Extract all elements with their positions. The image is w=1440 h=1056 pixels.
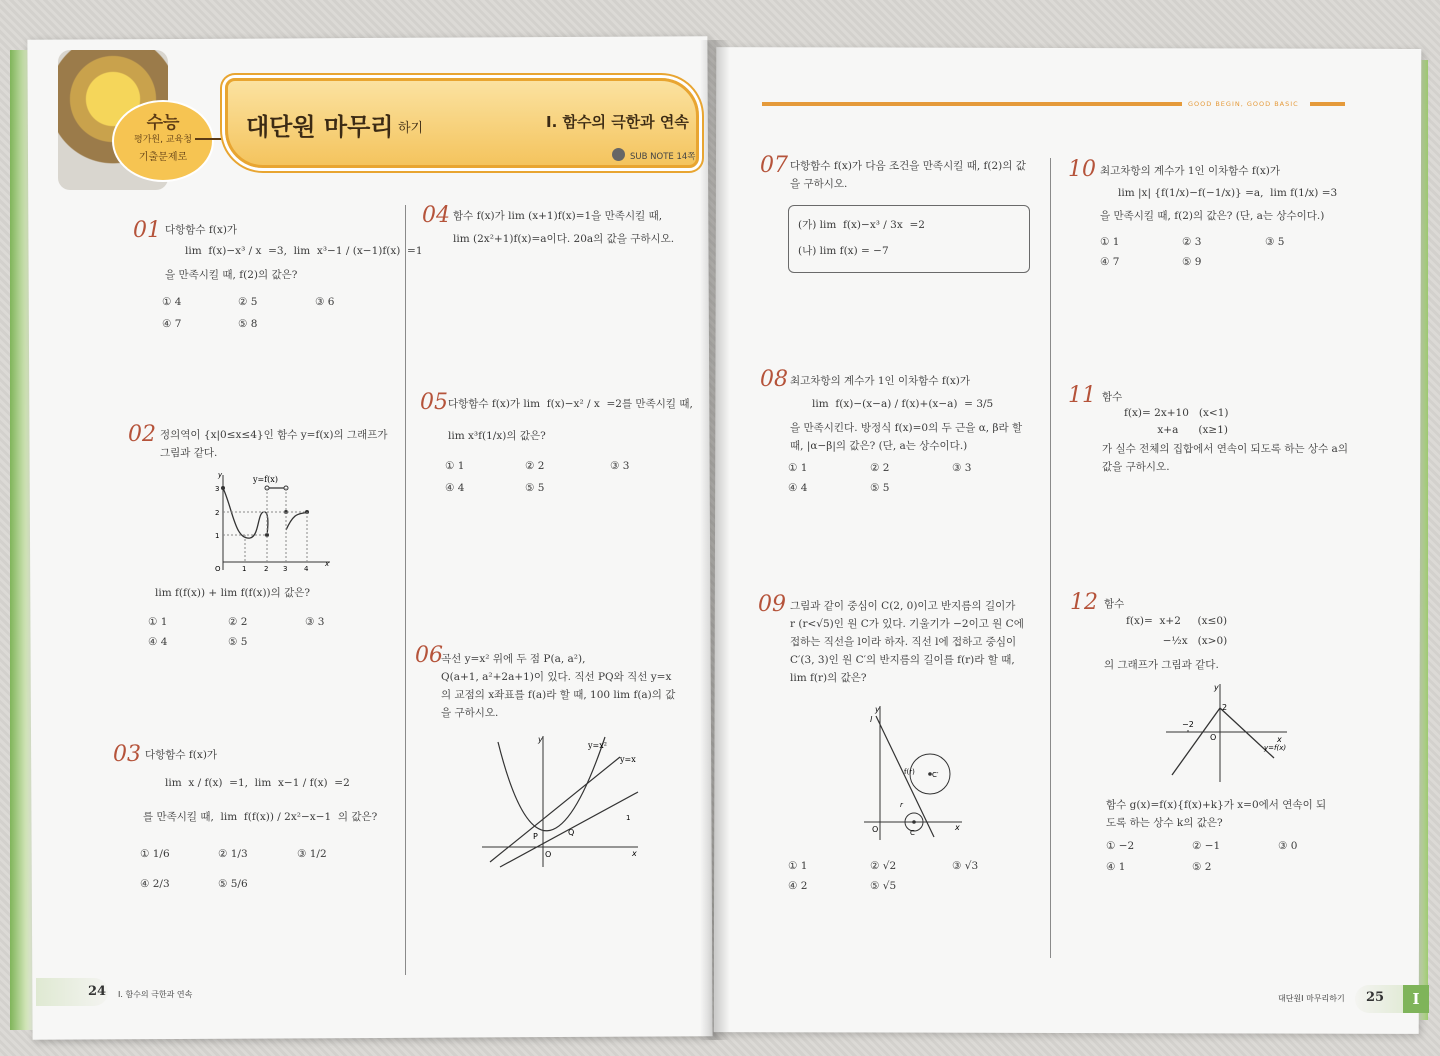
q01-option5: ⑤ 8 xyxy=(238,318,258,330)
q07-number: 07 xyxy=(760,153,788,178)
q10-line1: 최고차항의 계수가 1인 이차함수 f(x)가 xyxy=(1100,165,1281,177)
q09-line5: lim f(r)의 값은? xyxy=(790,672,867,684)
q02-ytick3: 3 xyxy=(215,485,220,493)
q08-option3: ③ 3 xyxy=(952,462,972,474)
q06-curve-label: y=x² xyxy=(588,741,607,750)
q01-option2: ② 5 xyxy=(238,296,258,308)
q12-option5: ⑤ 2 xyxy=(1192,861,1212,873)
q10-line2: lim |x| {f(1/x)−f(−1/x)} =a, lim f(1/x) =3 xyxy=(1118,187,1338,199)
q09-center-c2: C′ xyxy=(932,771,939,779)
q02-xtick3: 3 xyxy=(283,565,288,573)
q08-option4: ④ 4 xyxy=(788,482,808,494)
q12-line3: −½x (x>0) xyxy=(1126,635,1228,647)
q05-option3: ③ 3 xyxy=(610,460,630,472)
q06-line-label: y=x xyxy=(620,755,636,764)
q05-option2: ② 2 xyxy=(525,460,545,472)
header-bar-end xyxy=(1310,102,1345,106)
divider-right xyxy=(1050,158,1051,958)
title-banner xyxy=(225,78,699,168)
q01-number: 01 xyxy=(133,218,161,243)
q11-line5: 값을 구하시오. xyxy=(1102,461,1170,473)
q08-line3: 을 만족시킨다. 방정식 f(x)=0의 두 근을 α, β라 할 xyxy=(790,422,1023,434)
q03-option2: ② 1/3 xyxy=(218,848,248,860)
q11-line1: 함수 xyxy=(1102,391,1123,403)
q05-option5: ⑤ 5 xyxy=(525,482,545,494)
q09-graph xyxy=(862,702,967,842)
q12-graph-label: y=f(x) xyxy=(1264,744,1287,752)
banner-title: 대단원 마무리 xyxy=(246,113,394,141)
q03-option4: ④ 2/3 xyxy=(140,878,170,890)
q02-option3: ③ 3 xyxy=(305,616,325,628)
q10-option2: ② 3 xyxy=(1182,236,1202,248)
q06-line3: 의 교점의 x좌표를 f(a)라 할 때, 100 lim f(a)의 값 xyxy=(441,689,676,701)
footer-left-title: Ⅰ. 함수의 극한과 연속 xyxy=(118,990,193,999)
banner-suffix: 하기 xyxy=(398,121,424,136)
q12-number: 12 xyxy=(1070,590,1098,615)
q03-option5: ⑤ 5/6 xyxy=(218,878,248,890)
q01-option3: ③ 6 xyxy=(315,296,335,308)
q09-radius-fr: f(r) xyxy=(904,768,915,776)
q02-number: 02 xyxy=(128,422,156,447)
q09-ylabel: y xyxy=(875,705,880,714)
q03-option1: ① 1/6 xyxy=(140,848,170,860)
q10-option1: ① 1 xyxy=(1100,236,1120,248)
q09-radius-r: r xyxy=(900,801,903,809)
q12-after1: 함수 g(x)=f(x){f(x)+k}가 x=0에서 연속이 되 xyxy=(1106,799,1327,811)
q02-option5: ⑤ 5 xyxy=(228,636,248,648)
q01-option4: ④ 7 xyxy=(162,318,182,330)
q07-cond2: (나) lim f(x) = −7 xyxy=(798,245,889,257)
q12-line1: 함수 xyxy=(1104,598,1125,610)
q09-number: 09 xyxy=(758,592,786,617)
q04-line1: 함수 f(x)가 lim (x+1)f(x)=1을 만족시킬 때, xyxy=(453,210,663,222)
q12-option3: ③ 0 xyxy=(1278,840,1298,852)
q02-xtick0: O xyxy=(215,565,221,573)
q09-option5: ⑤ √5 xyxy=(870,880,897,892)
q03-line1: 다항함수 f(x)가 xyxy=(145,749,218,761)
divider-left xyxy=(405,205,406,975)
chapter-title: Ⅰ. 함수의 극한과 연속 xyxy=(546,113,689,131)
q09-option1: ① 1 xyxy=(788,860,808,872)
q11-line2: f(x)= 2x+10 (x<1) xyxy=(1124,407,1229,419)
slogan: GOOD BEGIN, GOOD BASIC xyxy=(1188,100,1299,108)
q12-line2: f(x)= x+2 (x≤0) xyxy=(1126,615,1228,627)
q04-line2: lim (2x²+1)f(x)=a이다. 20a의 값을 구하시오. xyxy=(453,233,675,245)
q02-line2: 그림과 같다. xyxy=(160,447,218,459)
q01-option1: ① 4 xyxy=(162,296,182,308)
q07-line2: 을 구하시오. xyxy=(790,178,848,190)
q02-xlabel: x xyxy=(325,560,330,568)
q01-line3: 을 만족시킬 때, f(2)의 값은? xyxy=(165,269,298,281)
q08-line4: 때, |α−β|의 값은? (단, a는 상수이다.) xyxy=(790,440,968,452)
q12-origin: O xyxy=(1210,733,1217,742)
q12-ytick2: 2 xyxy=(1222,703,1228,712)
q12-option2: ② −1 xyxy=(1192,840,1221,852)
q12-ylabel: y xyxy=(1214,683,1219,692)
q10-option4: ④ 7 xyxy=(1100,256,1120,268)
q09-line4: C′(3, 3)인 원 C′의 반지름의 길이를 f(r)라 할 때, xyxy=(790,654,1015,666)
q02-xtick4: 4 xyxy=(304,565,309,573)
q08-option5: ⑤ 5 xyxy=(870,482,890,494)
subnote: SUB NOTE 14쪽 xyxy=(630,152,696,162)
q02-option1: ① 1 xyxy=(148,616,168,628)
q06-xlabel: x xyxy=(632,849,637,858)
badge-title: 수능 xyxy=(146,113,180,133)
q06-graph xyxy=(480,732,640,872)
q09-line-l: l xyxy=(870,715,873,724)
q02-option2: ② 2 xyxy=(228,616,248,628)
suneung-badge xyxy=(112,100,214,182)
q07-line1: 다항함수 f(x)가 다음 조건을 만족시킬 때, f(2)의 값 xyxy=(790,160,1026,172)
q06-point-p: P xyxy=(533,832,538,841)
q05-line2: lim x³f(1/x)의 값은? xyxy=(448,430,546,442)
q12-xlabel: x xyxy=(1277,735,1282,744)
q09-xlabel: x xyxy=(955,823,960,832)
q03-line2: lim x / f(x) =1, lim x−1 / f(x) =2 xyxy=(165,777,350,789)
page-number-right: 25 xyxy=(1366,990,1385,1005)
q09-option2: ② √2 xyxy=(870,860,897,872)
q09-line2: r (r<√5)인 원 C가 있다. 기울기가 −2이고 원 C에 xyxy=(790,618,1024,630)
q03-line3: 를 만족시킬 때, lim f(f(x)) / 2x²−x−1 의 값은? xyxy=(143,811,378,823)
q02-question: lim f(f(x)) + lim f(f(x))의 값은? xyxy=(155,587,311,599)
q06-line2: Q(a+1, a²+2a+1)이 있다. 직선 PQ와 직선 y=x xyxy=(441,671,672,683)
q10-option3: ③ 5 xyxy=(1265,236,1285,248)
q09-center-c: C xyxy=(910,829,915,837)
q10-line3: 을 만족시킬 때, f(2)의 값은? (단, a는 상수이다.) xyxy=(1100,210,1325,222)
q06-origin: O xyxy=(545,850,552,859)
q05-line1: 다항함수 f(x)가 lim f(x)−x² / x =2를 만족시킬 때, xyxy=(448,398,693,410)
q02-option4: ④ 4 xyxy=(148,636,168,648)
q05-option1: ① 1 xyxy=(445,460,465,472)
q08-option2: ② 2 xyxy=(870,462,890,474)
q07-cond1: (가) lim f(x)−x³ / 3x =2 xyxy=(798,219,925,231)
q01-line2: lim f(x)−x³ / x =3, lim x³−1 / (x−1)f(x) =1 xyxy=(185,245,423,257)
footer-right-title: 대단원Ⅰ 마무리하기 xyxy=(1278,994,1345,1003)
q09-option3: ③ √3 xyxy=(952,860,979,872)
q12-line4: 의 그래프가 그림과 같다. xyxy=(1104,659,1219,671)
q12-option1: ① −2 xyxy=(1106,840,1135,852)
q05-option4: ④ 4 xyxy=(445,482,465,494)
q09-option4: ④ 2 xyxy=(788,880,808,892)
badge-connector xyxy=(195,138,229,140)
q06-tick1: 1 xyxy=(626,814,631,822)
q02-ytick2: 2 xyxy=(215,509,220,517)
book-spine xyxy=(700,40,730,1040)
q08-number: 08 xyxy=(760,367,788,392)
q09-line1: 그림과 같이 중심이 C(2, 0)이고 반지름의 길이가 xyxy=(790,600,1016,612)
book-icon xyxy=(612,148,625,161)
q02-graph xyxy=(205,470,340,575)
q05-number: 05 xyxy=(420,390,448,415)
q08-line1: 최고차항의 계수가 1인 이차함수 f(x)가 xyxy=(790,375,971,387)
q06-number: 06 xyxy=(415,643,443,668)
q11-line3: x+a (x≥1) xyxy=(1124,424,1228,436)
q04-number: 04 xyxy=(422,203,450,228)
badge-sub1: 평가원, 교육청 xyxy=(134,135,192,145)
q08-line2: lim f(x)−(x−a) / f(x)+(x−a) = 3/5 xyxy=(812,398,994,410)
q02-graph-label: y=f(x) xyxy=(253,475,278,484)
q03-number: 03 xyxy=(113,742,141,767)
q03-option3: ③ 1/2 xyxy=(297,848,327,860)
q01-line1: 다항함수 f(x)가 xyxy=(165,224,238,236)
q09-origin: O xyxy=(872,825,879,834)
q06-point-q: Q xyxy=(568,828,575,837)
badge-sub2: 기출문제로 xyxy=(138,152,188,163)
q02-ytick1: 1 xyxy=(215,532,220,540)
q02-ylabel: y xyxy=(218,471,223,479)
q11-number: 11 xyxy=(1068,383,1096,408)
q08-option1: ① 1 xyxy=(788,462,808,474)
page-number-left: 24 xyxy=(88,984,107,999)
q10-option5: ⑤ 9 xyxy=(1182,256,1202,268)
q06-ylabel: y xyxy=(538,735,543,744)
q02-xtick2: 2 xyxy=(264,565,269,573)
q02-xtick1: 1 xyxy=(242,565,247,573)
q06-line4: 을 구하시오. xyxy=(441,707,499,719)
chapter-tab: Ⅰ xyxy=(1403,985,1429,1013)
q12-option4: ④ 1 xyxy=(1106,861,1126,873)
header-bar xyxy=(762,102,1182,106)
q12-after2: 도록 하는 상수 k의 값은? xyxy=(1106,817,1223,829)
q12-xtick-neg2: −2 xyxy=(1182,720,1194,729)
q02-line1: 정의역이 {x|0≤x≤4}인 함수 y=f(x)의 그래프가 xyxy=(160,429,388,441)
q12-graph xyxy=(1162,680,1302,785)
q09-line3: 접하는 직선을 l이라 하자. 직선 l에 접하고 중심이 xyxy=(790,636,1017,648)
q06-line1: 곡선 y=x² 위에 두 점 P(a, a²), xyxy=(441,653,586,665)
q10-number: 10 xyxy=(1068,157,1096,182)
q11-line4: 가 실수 전체의 집합에서 연속이 되도록 하는 상수 a의 xyxy=(1102,443,1348,455)
